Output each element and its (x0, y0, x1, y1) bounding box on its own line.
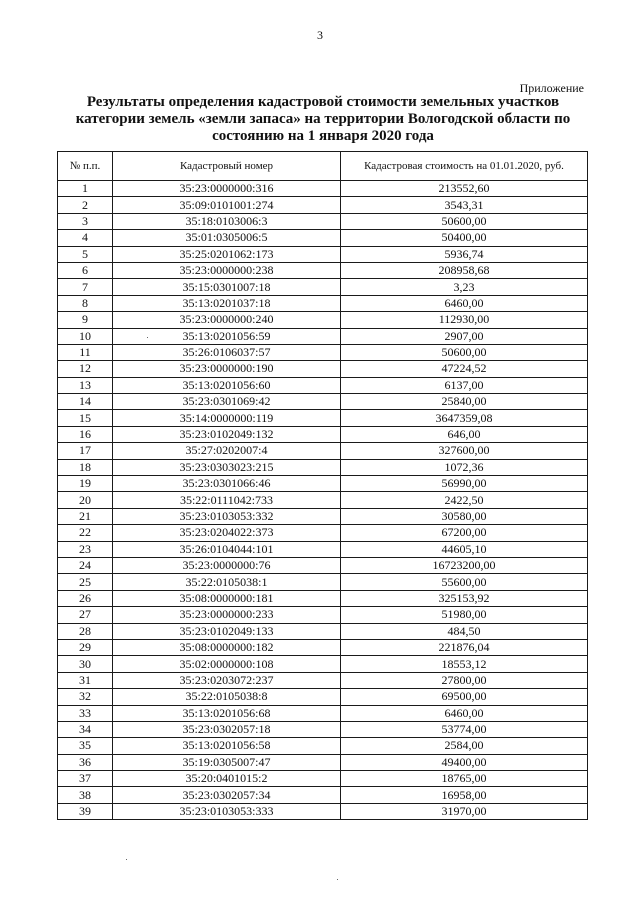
table-row (58, 394, 588, 410)
cell-row-number: 14 (58, 394, 113, 410)
cell-row-number: 17 (58, 443, 113, 459)
title-line: Результаты определения кадастровой стоимости земельных участков (86, 94, 560, 110)
cell-row-number: 34 (58, 721, 113, 737)
cell-cadastral-number: 35:25:0201062:173 (113, 246, 341, 262)
table-row (58, 344, 588, 360)
cell-cadastral-number: 35:15:0301007:18 (113, 279, 341, 295)
table-row (58, 295, 588, 311)
cell-row-number: 11 (58, 344, 113, 360)
table-body (58, 181, 588, 820)
cell-cadastral-number: 35:23:0302057:18 (113, 721, 341, 737)
cell-cadastral-number: 35:13:0201056:59 (113, 328, 341, 344)
cell-cadastral-number: 35:13:0201056:58 (113, 738, 341, 754)
cell-cadastral-value: 50600,00 (341, 344, 588, 360)
cell-cadastral-value: 3543,31 (341, 197, 588, 213)
cell-cadastral-number: 35:23:0000000:240 (113, 312, 341, 328)
cell-cadastral-number: 35:23:0000000:233 (113, 607, 341, 623)
cell-cadastral-number: 35:26:0106037:57 (113, 344, 341, 360)
table-row (58, 705, 588, 721)
cell-row-number: 7 (58, 279, 113, 295)
cell-row-number: 8 (58, 295, 113, 311)
cell-cadastral-number: 35:23:0000000:190 (113, 361, 341, 377)
scan-speck (147, 337, 148, 338)
cell-cadastral-number: 35:09:0101001:274 (113, 197, 341, 213)
cell-cadastral-value: 484,50 (341, 623, 588, 639)
table-row (58, 279, 588, 295)
appendix-label: Приложение (519, 81, 584, 95)
table-row (58, 262, 588, 278)
header-cadastral-number: Кадастровый номер (113, 152, 341, 181)
cell-cadastral-value: 1072,36 (341, 459, 588, 475)
table-row (58, 689, 588, 705)
table-row (58, 754, 588, 770)
cell-cadastral-value: 6460,00 (341, 705, 588, 721)
cell-cadastral-value: 325153,92 (341, 590, 588, 606)
cell-row-number: 5 (58, 246, 113, 262)
cell-cadastral-value: 646,00 (341, 426, 588, 442)
cell-cadastral-value: 2584,00 (341, 738, 588, 754)
cell-cadastral-value: 31970,00 (341, 803, 588, 819)
cell-cadastral-value: 56990,00 (341, 476, 588, 492)
cell-row-number: 39 (58, 803, 113, 819)
cell-cadastral-number: 35:02:0000000:108 (113, 656, 341, 672)
cell-row-number: 2 (58, 197, 113, 213)
table-row (58, 803, 588, 819)
cell-cadastral-number: 35:23:0301066:46 (113, 476, 341, 492)
cell-cadastral-value: 55600,00 (341, 574, 588, 590)
cell-cadastral-number: 35:27:0202007:4 (113, 443, 341, 459)
cell-cadastral-number: 35:13:0201037:18 (113, 295, 341, 311)
cell-row-number: 10 (58, 328, 113, 344)
cell-row-number: 33 (58, 705, 113, 721)
cell-row-number: 15 (58, 410, 113, 426)
cell-row-number: 16 (58, 426, 113, 442)
cell-row-number: 32 (58, 689, 113, 705)
document-title (58, 94, 588, 145)
cell-cadastral-number: 35:23:0103053:333 (113, 803, 341, 819)
cell-row-number: 9 (58, 312, 113, 328)
cell-cadastral-value: 47224,52 (341, 361, 588, 377)
table-row (58, 459, 588, 475)
cell-cadastral-value: 16723200,00 (341, 557, 588, 573)
cell-row-number: 28 (58, 623, 113, 639)
cell-cadastral-number: 35:13:0201056:68 (113, 705, 341, 721)
cell-row-number: 3 (58, 213, 113, 229)
table-row (58, 492, 588, 508)
table-row (58, 771, 588, 787)
table-row (58, 574, 588, 590)
cell-row-number: 23 (58, 541, 113, 557)
table-row (58, 508, 588, 524)
cell-cadastral-value: 2907,00 (341, 328, 588, 344)
table-row (58, 328, 588, 344)
cell-cadastral-value: 112930,00 (341, 312, 588, 328)
table-row (58, 312, 588, 328)
cell-cadastral-number: 35:08:0000000:181 (113, 590, 341, 606)
cell-cadastral-value: 3647359,08 (341, 410, 588, 426)
cell-cadastral-number: 35:23:0102049:133 (113, 623, 341, 639)
title-line: состоянию на 1 января 2020 года (212, 128, 434, 144)
cadastral-value-table (57, 151, 588, 820)
cell-cadastral-number: 35:23:0000000:316 (113, 181, 341, 197)
table-row (58, 738, 588, 754)
cell-cadastral-value: 67200,00 (341, 525, 588, 541)
cell-cadastral-value: 5936,74 (341, 246, 588, 262)
cell-cadastral-number: 35:23:0000000:76 (113, 557, 341, 573)
cell-cadastral-value: 6137,00 (341, 377, 588, 393)
cell-cadastral-value: 16958,00 (341, 787, 588, 803)
cell-cadastral-value: 213552,60 (341, 181, 588, 197)
cell-cadastral-value: 44605,10 (341, 541, 588, 557)
cell-cadastral-value: 208958,68 (341, 262, 588, 278)
cell-row-number: 13 (58, 377, 113, 393)
table-row (58, 590, 588, 606)
table-row (58, 721, 588, 737)
cell-cadastral-value: 2422,50 (341, 492, 588, 508)
cell-cadastral-number: 35:19:0305007:47 (113, 754, 341, 770)
cell-cadastral-number: 35:22:0111042:733 (113, 492, 341, 508)
cell-row-number: 12 (58, 361, 113, 377)
cell-cadastral-number: 35:23:0204022:373 (113, 525, 341, 541)
cell-cadastral-value: 221876,04 (341, 639, 588, 655)
cell-row-number: 29 (58, 639, 113, 655)
cell-cadastral-value: 18553,12 (341, 656, 588, 672)
cell-row-number: 6 (58, 262, 113, 278)
header-cadastral-value: Кадастровая стоимость на 01.01.2020, руб. (341, 152, 588, 181)
table-row (58, 787, 588, 803)
cell-cadastral-number: 35:23:0303023:215 (113, 459, 341, 475)
table-row (58, 557, 588, 573)
cell-row-number: 36 (58, 754, 113, 770)
cell-cadastral-number: 35:14:0000000:119 (113, 410, 341, 426)
cell-cadastral-value: 18765,00 (341, 771, 588, 787)
title-line: категории земель «земли запаса» на территории Вологодской области по (75, 111, 571, 127)
cell-cadastral-number: 35:23:0102049:132 (113, 426, 341, 442)
cell-row-number: 30 (58, 656, 113, 672)
cell-cadastral-number: 35:26:0104044:101 (113, 541, 341, 557)
cell-row-number: 25 (58, 574, 113, 590)
cell-row-number: 24 (58, 557, 113, 573)
cell-cadastral-number: 35:23:0000000:238 (113, 262, 341, 278)
table-row (58, 181, 588, 197)
cell-row-number: 4 (58, 230, 113, 246)
cell-row-number: 1 (58, 181, 113, 197)
cell-cadastral-number: 35:23:0302057:34 (113, 787, 341, 803)
cell-row-number: 20 (58, 492, 113, 508)
table-header-row (58, 152, 588, 181)
cell-row-number: 19 (58, 476, 113, 492)
cell-row-number: 21 (58, 508, 113, 524)
cell-cadastral-number: 35:18:0103006:3 (113, 213, 341, 229)
cell-cadastral-number: 35:23:0301069:42 (113, 394, 341, 410)
table-row (58, 623, 588, 639)
cell-cadastral-value: 49400,00 (341, 754, 588, 770)
cell-cadastral-value: 25840,00 (341, 394, 588, 410)
table-row (58, 639, 588, 655)
cell-cadastral-value: 6460,00 (341, 295, 588, 311)
scan-speck (126, 859, 127, 860)
table-row (58, 213, 588, 229)
scan-speck (337, 879, 338, 880)
table-row (58, 443, 588, 459)
table-row (58, 230, 588, 246)
page-number: 3 (317, 28, 323, 42)
cell-cadastral-value: 50600,00 (341, 213, 588, 229)
cell-cadastral-number: 35:22:0105038:8 (113, 689, 341, 705)
table-row (58, 246, 588, 262)
cell-cadastral-value: 53774,00 (341, 721, 588, 737)
table-row (58, 426, 588, 442)
table-row (58, 476, 588, 492)
cell-row-number: 18 (58, 459, 113, 475)
cell-row-number: 26 (58, 590, 113, 606)
header-row-number: № п.п. (58, 152, 113, 181)
cell-cadastral-number: 35:08:0000000:182 (113, 639, 341, 655)
cell-row-number: 38 (58, 787, 113, 803)
cell-row-number: 22 (58, 525, 113, 541)
cell-cadastral-number: 35:20:0401015:2 (113, 771, 341, 787)
table-row (58, 607, 588, 623)
cell-cadastral-number: 35:23:0203072:237 (113, 672, 341, 688)
cell-cadastral-value: 69500,00 (341, 689, 588, 705)
cell-cadastral-number: 35:23:0103053:332 (113, 508, 341, 524)
cell-cadastral-value: 327600,00 (341, 443, 588, 459)
cell-row-number: 31 (58, 672, 113, 688)
cell-cadastral-number: 35:01:0305006:5 (113, 230, 341, 246)
cell-cadastral-value: 50400,00 (341, 230, 588, 246)
table-row (58, 541, 588, 557)
cell-row-number: 37 (58, 771, 113, 787)
cell-cadastral-value: 3,23 (341, 279, 588, 295)
table-row (58, 410, 588, 426)
table-row (58, 656, 588, 672)
table-row (58, 197, 588, 213)
cell-cadastral-value: 51980,00 (341, 607, 588, 623)
table-row (58, 672, 588, 688)
table-row (58, 377, 588, 393)
cell-row-number: 27 (58, 607, 113, 623)
cell-cadastral-value: 27800,00 (341, 672, 588, 688)
table-row (58, 525, 588, 541)
cell-cadastral-number: 35:13:0201056:60 (113, 377, 341, 393)
cell-cadastral-number: 35:22:0105038:1 (113, 574, 341, 590)
cell-cadastral-value: 30580,00 (341, 508, 588, 524)
cell-row-number: 35 (58, 738, 113, 754)
table-row (58, 361, 588, 377)
